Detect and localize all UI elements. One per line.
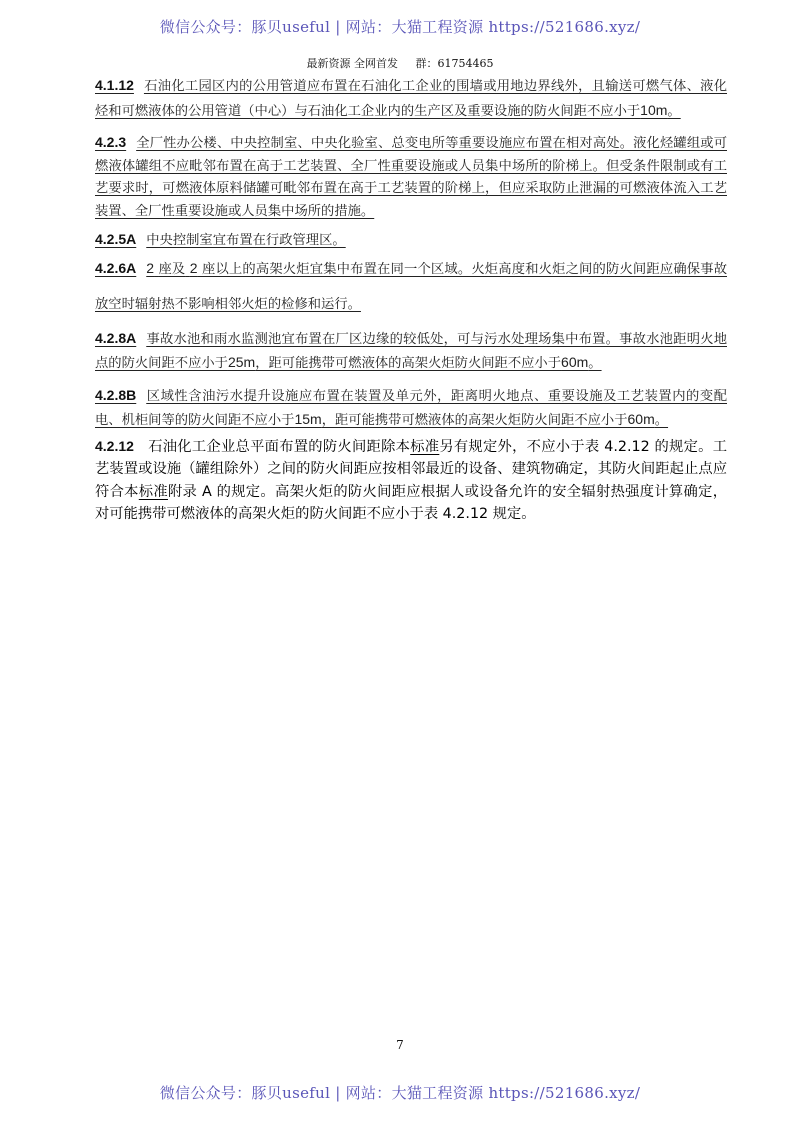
clause-text: 座以上的高架火炬宜集中布置在同一个区域。火炬高度和火炬之间的防火间距应确保事故放空时辐射热不影响相邻火炬的检修和运行。 xyxy=(95,261,728,312)
clause-distance: 25m xyxy=(227,354,256,370)
clause-4-2-3 xyxy=(95,131,727,223)
clause-tail: 。 xyxy=(588,356,602,371)
clause-text: 座及 xyxy=(158,261,186,277)
clause-text: 另有规定外，不应小于表 4.2.12 的规定。工艺装置或设施（罐组除外）之间的防火间距应按相邻最近的设备、建筑物确定，其防火间距起止点应符合本 xyxy=(95,438,728,500)
clause-text: 事故水池和雨水监测池宜布置在厂区边缘的较低处，可与污水处理场集中布置。事故水池距明火地点的防火间距不应小于 xyxy=(95,331,727,371)
clause-text: 附录 A 的规定。高架火炬的防火间距应根据人或设备允许的安全辐射热强度计算确定，对可能携带可燃液体的高架火炬的防火间距不应小于表 4.2.12 规定。 xyxy=(95,483,728,522)
clause-4-2-5a xyxy=(95,228,727,253)
watermark-top: 微信公众号：豚贝useful | 网站：大猫工程资源 https://521686.xyz/ xyxy=(159,18,641,36)
clause-text: ，距可能携带可燃液体的高架火炬防火间距不应小于 xyxy=(255,356,562,371)
clause-number: 4.2.8A xyxy=(95,329,137,346)
clause-tail: 。 xyxy=(667,103,681,119)
clause-distance: 15m xyxy=(294,411,322,427)
clause-number: 4.1.12 xyxy=(95,77,134,93)
clause-number: 4.2.5A xyxy=(95,231,137,247)
clause-count: 2 xyxy=(189,259,198,276)
clause-text: 中央控制室宜布置在行政管理区。 xyxy=(146,233,346,248)
clause-text: ，距可能携带可燃液体的高架火炬防火间距不应小于 xyxy=(321,413,628,428)
clause-distance: 10m xyxy=(640,101,668,118)
clause-underlined-term: 标准 xyxy=(410,438,440,455)
clause-tail: 。 xyxy=(654,413,669,428)
clause-number: 4.2.6A xyxy=(95,259,137,276)
clause-4-2-12 xyxy=(95,435,727,526)
clause-text: 石油化工企业总平面布置的防火间距除本 xyxy=(147,438,411,455)
clause-4-2-8b xyxy=(95,384,727,433)
document-body xyxy=(95,74,727,526)
clause-distance: 60m xyxy=(627,411,655,427)
clause-4-1-12 xyxy=(95,74,727,123)
clause-number: 4.2.8B xyxy=(95,386,137,403)
clause-text: 全厂性办公楼、中央控制室、中央化验室、总变电所等重要设施应布置在相对高处。液化烃罐组或可燃液体罐组不应毗邻布置在高于工艺装置、全厂性重要设施或人员集中场所的阶梯上。但受条件限制或有工艺要求时，可燃液体原料储罐可毗邻布置在高于工艺装置的阶梯上，但应采取防止泄漏的可燃液体流入工艺装置、全厂性重要设施或人员集中场所的措施。 xyxy=(95,136,727,219)
clause-text: 区域性含油污水提升设施应布置在装置及单元外，距离明火地点、重要设施及工艺装置内的变配电、机柜间等的防火间距不应小于 xyxy=(95,388,727,428)
clause-number: 4.2.3 xyxy=(95,134,127,150)
clause-distance: 60m xyxy=(561,354,589,370)
clause-4-2-8a xyxy=(95,327,727,376)
clause-number: 4.2.12 xyxy=(95,437,134,454)
page-number: 7 xyxy=(396,1038,404,1052)
clause-4-2-6a xyxy=(95,251,727,322)
page-header: 最新资源 全网首发 群：61754465 xyxy=(306,57,494,70)
clause-underlined-term: 标准 xyxy=(138,483,168,500)
clause-text: 石油化工园区内的公用管道应布置在石油化工企业的围墙或用地边界线外，且输送可燃气体、液化烃和可燃液体的公用管道（中心）与石油化工企业内的生产区及重要设施的防火间距不应小于 xyxy=(95,79,727,119)
clause-count: 2 xyxy=(146,259,155,276)
watermark-bottom: 微信公众号：豚贝useful | 网站：大猫工程资源 https://521686.xyz/ xyxy=(159,1084,641,1102)
